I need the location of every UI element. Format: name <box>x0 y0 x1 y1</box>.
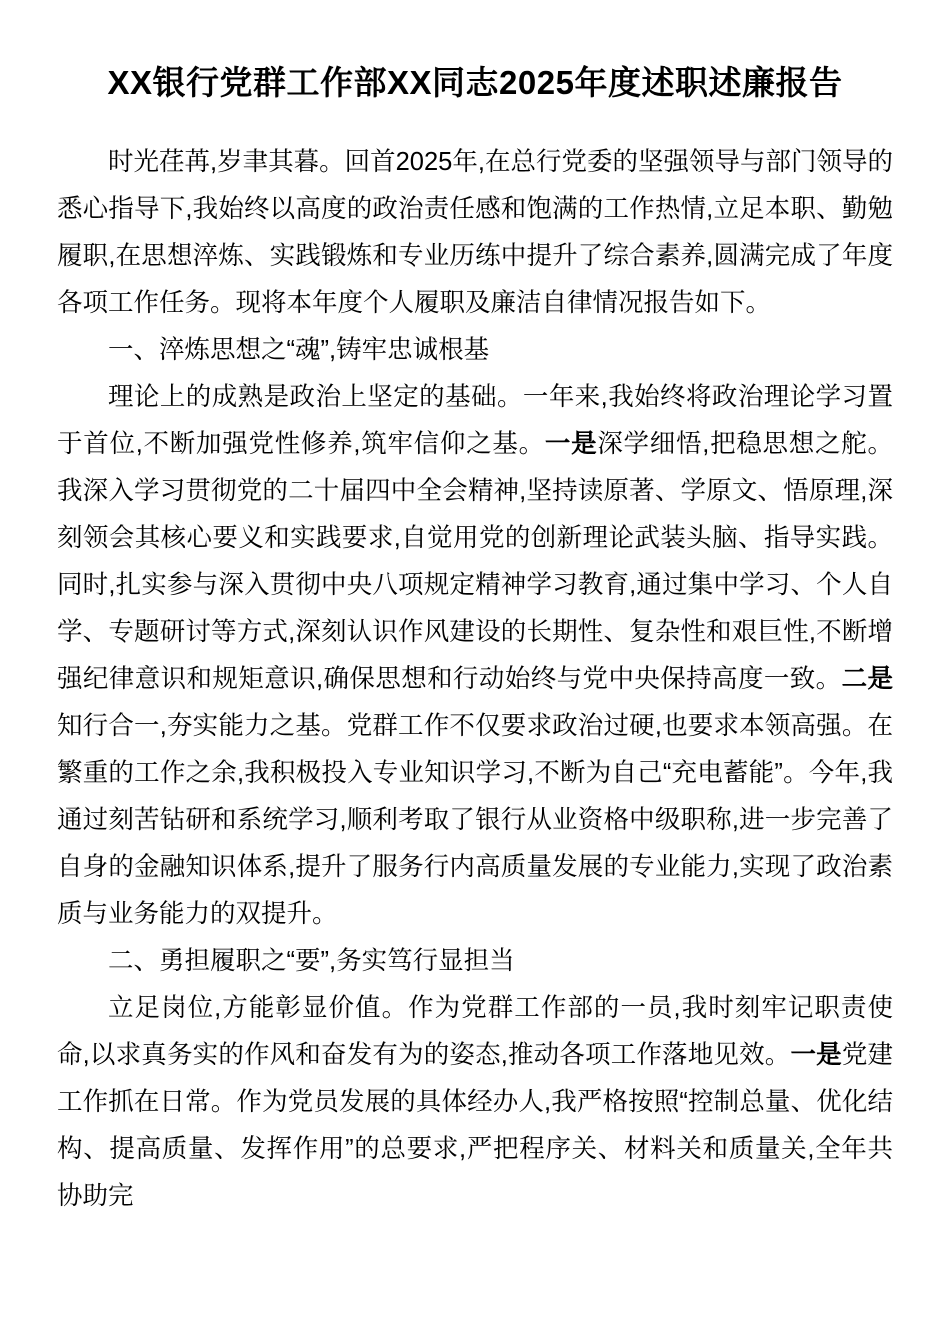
emphasis-run: 二是 <box>841 664 893 693</box>
emphasis-run: 一是 <box>790 1040 842 1069</box>
text-run: 立足岗位,方能彰显价值。作为党群工作部的一员,我时刻牢记职责使命,以求真务实的作风和奋发有为的姿态,推动各项工作落地见效。 <box>57 993 893 1069</box>
emphasis-run: 一是 <box>544 429 598 458</box>
section-heading-one <box>57 327 893 374</box>
text-run: 理论上的成熟是政治上坚定的基础。一年来,我始终将政治理论学习置于首位,不断加强党性修养,筑牢信仰之基。 <box>57 382 893 458</box>
intro-paragraph <box>57 139 893 327</box>
page-title: XX银行党群工作部XX同志2025年度述职述廉报告 <box>107 64 843 101</box>
section-one-body <box>57 374 893 938</box>
text-run: 一、淬炼思想之“魂”,铸牢忠诚根基 <box>108 335 490 364</box>
text-run: 知行合一,夯实能力之基。党群工作不仅要求政治过硬,也要求本领高强。在繁重的工作之余,我积极投入专业知识学习,不断为自己“充电蓄能”。今年,我通过刻苦钻研和系统学习,顺利考取了银行从业资格中级职称,进一步完善了自身的金融知识体系,提升了服务行内高质量发展的专业能力,实现了政治素质与业务能力的双提升。 <box>57 711 893 928</box>
section-heading-two <box>57 938 893 985</box>
text-run: 时光荏苒,岁聿其暮。回首2025年,在总行党委的坚强领导与部门领导的悉心指导下,我始终以高度的政治责任感和饱满的工作热情,立足本职、勤勉履职,在思想淬炼、实践锻炼和专业历练中提升了综合素养,圆满完成了年度各项工作任务。现将本年度个人履职及廉洁自律情况报告如下。 <box>57 147 893 317</box>
text-run: 深学细悟,把稳思想之舵。我深入学习贯彻党的二十届四中全会精神,坚持读原著、学原文、悟原理,深刻领会其核心要义和实践要求,自觉用党的创新理论武装头脑、指导实践。同时,扎实参与深入贯彻中央八项规定精神学习教育,通过集中学习、个人自学、专题研讨等方式,深刻认识作风建设的长期性、复杂性和艰巨性,不断增强纪律意识和规矩意识,确保思想和行动始终与党中央保持高度一致。 <box>57 429 893 693</box>
document-body <box>57 139 893 1220</box>
text-run: 二、勇担履职之“要”,务实笃行显担当 <box>108 946 515 975</box>
text-run: 党建工作抓在日常。作为党员发展的具体经办人,我严格按照“控制总量、优化结构、提高质量、发挥作用”的总要求,严把程序关、材料关和质量关,全年共协助完 <box>57 1040 893 1210</box>
document-content <box>57 0 893 1220</box>
section-two-body <box>57 985 893 1220</box>
